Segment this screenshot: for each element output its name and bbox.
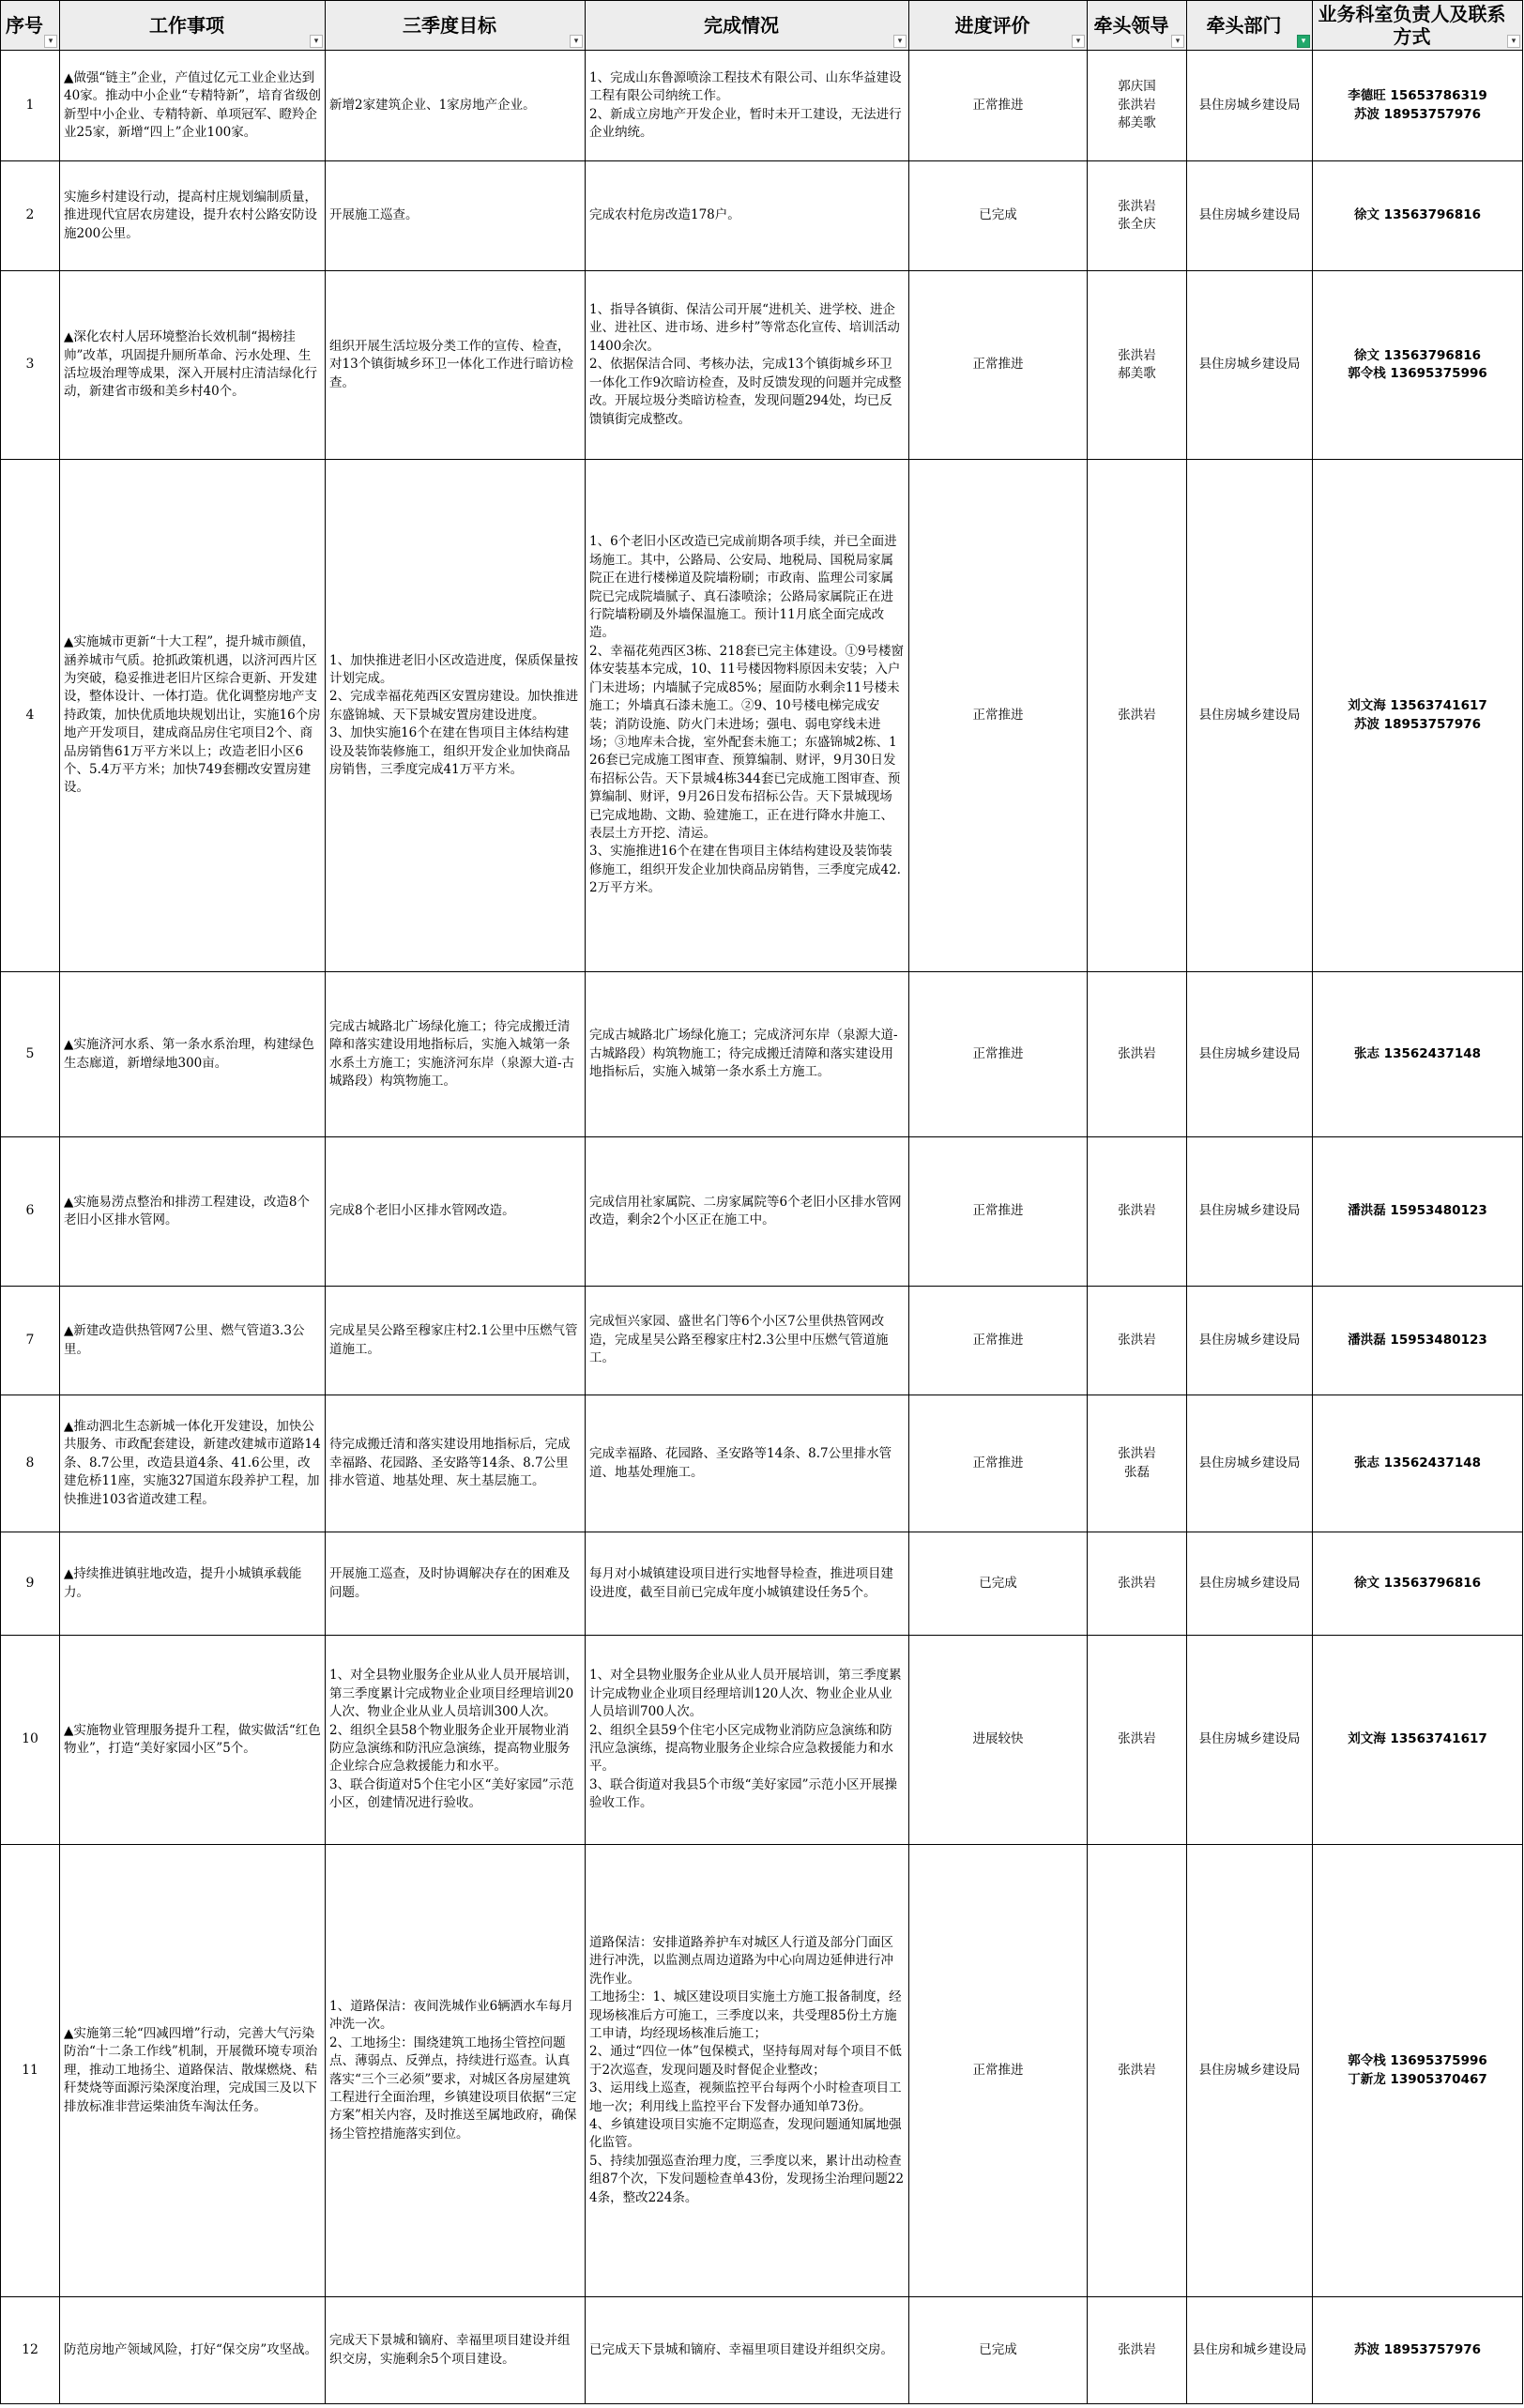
row-dept: 县住房城乡建设局 (1187, 972, 1313, 1137)
row-dept: 县住房城乡建设局 (1187, 460, 1313, 972)
table-body (1, 51, 1523, 2404)
row-contact: 苏波 18953757976 (1313, 2297, 1523, 2404)
row-eval: 正常推进 (909, 1395, 1088, 1532)
row-leader: 张洪岩 张磊 (1088, 1395, 1187, 1532)
row-leader: 张洪岩 (1088, 972, 1187, 1137)
row-eval: 正常推进 (909, 460, 1088, 972)
row-eval: 正常推进 (909, 1287, 1088, 1395)
row-contact: 徐文 13563796816 (1313, 161, 1523, 271)
row-leader: 张洪岩 (1088, 1532, 1187, 1636)
header-eval (909, 1, 1088, 51)
row-status: 完成信用社家属院、二房家属院等6个老旧小区排水管网改造，剩余2个小区正在施工中。 (586, 1137, 909, 1287)
table-row (1, 1532, 1523, 1636)
header-leader (1088, 1, 1187, 51)
row-status: 完成恒兴家园、盛世名门等6个小区7公里供热管网改造，完成星吴公路至穆家庄村2.3公里中压燃气管道施工。 (586, 1287, 909, 1395)
row-eval: 正常推进 (909, 1845, 1088, 2297)
row-target: 1、对全县物业服务企业从业人员开展培训，第三季度累计完成物业企业项目经理培训20人次、物业企业从业人员培训300人次。 2、组织全县58个物业服务企业开展物业消防应急演练和防汛应急演练，提高物业服务企业综合应急救援能力和水平。 3、联合街道对5个住宅小区“美好家园”示范小区，创建情况进行验收。 (326, 1636, 586, 1845)
row-task: ▲实施第三轮“四减四增”行动，完善大气污染防治“十二条工作线”机制，开展微环境专项治理，推动工地扬尘、道路保洁、散煤燃烧、秸秆焚烧等面源污染深度治理，完成国三及以下排放标准非营运柴油货车淘汰任务。 (60, 1845, 326, 2297)
row-leader: 郭庆国 张洪岩 郝美歌 (1088, 51, 1187, 161)
row-leader: 张洪岩 (1088, 1845, 1187, 2297)
row-eval: 已完成 (909, 2297, 1088, 2404)
filter-dropdown-icon[interactable]: ▾ (570, 35, 583, 48)
row-dept: 县住房城乡建设局 (1187, 1395, 1313, 1532)
row-contact: 张志 13562437148 (1313, 1395, 1523, 1532)
row-leader: 张洪岩 郝美歌 (1088, 271, 1187, 460)
row-task: ▲做强“链主”企业，产值过亿元工业企业达到40家。推动中小企业“专精特新”，培育省级创新型中小企业、专精特新、单项冠军、瞪羚企业25家，新增“四上”企业100家。 (60, 51, 326, 161)
row-task: ▲推动泗北生态新城一体化开发建设，加快公共服务、市政配套建设，新建改建城市道路14条、8.7公里，改造县道4条、41.6公里，改建危桥11座，实施327国道东段养护工程，加快推进103省道改建工程。 (60, 1395, 326, 1532)
row-status: 1、完成山东鲁源喷涂工程技术有限公司、山东华益建设工程有限公司纳统工作。 2、新成立房地产开发企业，暂时未开工建设，无法进行企业纳统。 (586, 51, 909, 161)
row-target: 新增2家建筑企业、1家房地产企业。 (326, 51, 586, 161)
row-task: 实施乡村建设行动，提高村庄规划编制质量，推进现代宜居农房建设，提升农村公路安防设施200公里。 (60, 161, 326, 271)
row-eval: 进展较快 (909, 1636, 1088, 1845)
row-target: 完成天下景城和镝府、幸福里项目建设并组织交房，实施剩余5个项目建设。 (326, 2297, 586, 2404)
row-leader: 张洪岩 张全庆 (1088, 161, 1187, 271)
row-dept: 县住房城乡建设局 (1187, 1287, 1313, 1395)
header-label: 业务科室负责人及联系方式 (1318, 3, 1506, 48)
filter-dropdown-icon[interactable]: ▾ (1072, 35, 1085, 48)
row-no: 10 (1, 1636, 60, 1845)
header-label: 完成情况 (704, 14, 779, 37)
row-contact: 潘洪磊 15953480123 (1313, 1137, 1523, 1287)
row-no: 8 (1, 1395, 60, 1532)
row-dept: 县住房城乡建设局 (1187, 271, 1313, 460)
header-label: 工作事项 (149, 14, 224, 37)
header-status (586, 1, 909, 51)
row-eval: 正常推进 (909, 972, 1088, 1137)
table-row (1, 1287, 1523, 1395)
table-row (1, 972, 1523, 1137)
row-contact: 徐文 13563796816 郭令栈 13695375996 (1313, 271, 1523, 460)
header-label: 三季度目标 (403, 14, 496, 37)
row-no: 6 (1, 1137, 60, 1287)
header-dept (1187, 1, 1313, 51)
filter-dropdown-icon[interactable]: ▾ (893, 35, 907, 48)
row-target: 开展施工巡查。 (326, 161, 586, 271)
row-no: 5 (1, 972, 60, 1137)
row-dept: 县住房城乡建设局 (1187, 1137, 1313, 1287)
row-target: 完成8个老旧小区排水管网改造。 (326, 1137, 586, 1287)
table-row (1, 271, 1523, 460)
filter-dropdown-icon[interactable]: ▾ (44, 35, 57, 48)
row-target: 完成星吴公路至穆家庄村2.1公里中压燃气管道施工。 (326, 1287, 586, 1395)
row-target: 待完成搬迁清和落实建设用地指标后，完成幸福路、花园路、圣安路等14条、8.7公里排水管道、地基处理、灰土基层施工。 (326, 1395, 586, 1532)
table-row (1, 1845, 1523, 2297)
row-eval: 正常推进 (909, 51, 1088, 161)
row-dept: 县住房城乡建设局 (1187, 1636, 1313, 1845)
header-target (326, 1, 586, 51)
row-dept: 县住房城乡建设局 (1187, 1845, 1313, 2297)
header-no (1, 1, 60, 51)
row-dept: 县住房城乡建设局 (1187, 161, 1313, 271)
row-task: ▲实施济河水系、第一条水系治理，构建绿色生态廊道，新增绿地300亩。 (60, 972, 326, 1137)
row-contact: 徐文 13563796816 (1313, 1532, 1523, 1636)
row-status: 每月对小城镇建设项目进行实地督导检查，推进项目建设进度，截至目前已完成年度小城镇建设任务5个。 (586, 1532, 909, 1636)
row-leader: 张洪岩 (1088, 460, 1187, 972)
table-row (1, 460, 1523, 972)
row-status: 完成古城路北广场绿化施工；完成济河东岸（泉源大道-古城路段）构筑物施工；待完成搬迁清障和落实建设用地指标后，实施入城第一条水系土方施工。 (586, 972, 909, 1137)
row-status: 道路保洁：安排道路养护车对城区人行道及部分门面区进行冲洗，以监测点周边道路为中心向周边延伸进行冲洗作业。 工地扬尘：1、城区建设项目实施土方施工报备制度，经现场核准后方可施工，三季度以来，共受理85份土方施工申请，均经现场核准后施工； 2、通过“四位一体”包保模式，坚持每周对每个项目不低于2次巡查，发现问题及时督促企业整改； 3、运用线上巡查，视频监控平台每两个小时检查项目工地一次；利用线上监控平台下发督办通知单73份。 4、乡镇建设项目实施不定期巡查，发现问题通知属地强化监管。 5、持续加强巡查治理力度，三季度以来，累计出动检查组87个次，下发问题检查单43份，发现扬尘治理问题224条，整改224条。 (586, 1845, 909, 2297)
row-eval: 已完成 (909, 161, 1088, 271)
row-task: ▲实施物业管理服务提升工程，做实做活“红色物业”，打造“美好家园小区”5个。 (60, 1636, 326, 1845)
row-task: ▲持续推进镇驻地改造，提升小城镇承载能力。 (60, 1532, 326, 1636)
row-task: 防范房地产领域风险，打好“保交房”攻坚战。 (60, 2297, 326, 2404)
row-target: 开展施工巡查，及时协调解决存在的困难及问题。 (326, 1532, 586, 1636)
row-no: 4 (1, 460, 60, 972)
filter-active-icon[interactable]: ▾ (1297, 35, 1310, 48)
row-no: 7 (1, 1287, 60, 1395)
row-dept: 县住房城乡建设局 (1187, 51, 1313, 161)
row-no: 12 (1, 2297, 60, 2404)
row-no: 11 (1, 1845, 60, 2297)
table-row (1, 2297, 1523, 2404)
row-task: ▲新建改造供热管网7公里、燃气管道3.3公里。 (60, 1287, 326, 1395)
row-target: 完成古城路北广场绿化施工；待完成搬迁清障和落实建设用地指标后，实施入城第一条水系土方施工；实施济河东岸（泉源大道-古城路段）构筑物施工。 (326, 972, 586, 1137)
row-contact: 郭令栈 13695375996 丁新龙 13905370467 (1313, 1845, 1523, 2297)
header-task (60, 1, 326, 51)
filter-dropdown-icon[interactable]: ▾ (1507, 35, 1520, 48)
table-row (1, 1137, 1523, 1287)
header-label: 序号 (6, 14, 43, 37)
row-leader: 张洪岩 (1088, 1636, 1187, 1845)
row-contact: 潘洪磊 15953480123 (1313, 1287, 1523, 1395)
row-dept: 县住房城乡建设局 (1187, 1532, 1313, 1636)
row-status: 1、6个老旧小区改造已完成前期各项手续，并已全面进场施工。其中，公路局、公安局、地税局、国税局家属院正在进行楼梯道及院墙粉刷；市政南、监理公司家属院已完成院墙腻子、真石漆喷涂；公路局家属院正在进行院墙粉刷及外墙保温施工。预计11月底全面完成改造。 2、幸福花苑西区3栋、218套已完主体建设。①9号楼窗体安装基本完成，10、11号楼因物料原因未安装；入户门未进场；内墙腻子完成85%；屋面防水剩余11号楼未施工；外墙真石漆未施工。②9、10号楼电梯完成安装；消防设施、防火门未进场；强电、弱电穿线未进场；③地库未合拢，室外配套未施工；东盛锦城2栋、126套已完成施工图审查、预算编制、财评，9月30日发布招标公告。天下景城4栋344套已完成施工图审查、预算编制、财评，9月26日发布招标公告。天下景城现场已完成地勘、文勘、验建施工，正在进行降水井施工、表层土方开挖、清运。 3、实施推进16个在建在售项目主体结构建设及装饰装修施工，组织开发企业加快商品房销售，三季度完成42.2万平方米。 (586, 460, 909, 972)
row-contact: 刘文海 13563741617 (1313, 1636, 1523, 1845)
row-eval: 正常推进 (909, 271, 1088, 460)
table-row (1, 1395, 1523, 1532)
filter-dropdown-icon[interactable]: ▾ (1171, 35, 1184, 48)
header-label: 进度评价 (954, 14, 1030, 37)
row-task: ▲实施易涝点整治和排涝工程建设，改造8个老旧小区排水管网。 (60, 1137, 326, 1287)
table-row (1, 51, 1523, 161)
row-status: 完成农村危房改造178户。 (586, 161, 909, 271)
row-contact: 张志 13562437148 (1313, 972, 1523, 1137)
row-leader: 张洪岩 (1088, 2297, 1187, 2404)
row-task: ▲实施城市更新“十大工程”，提升城市颜值，涵养城市气质。抢抓政策机遇，以济河西片区为突破，稳妥推进老旧片区综合更新、开发建设，整体设计、一体打造。优化调整房地产支持政策，加快优质地块规划出让，实施16个房地产开发项目，建成商品房住宅项目2个、商品房销售61万平方米以上；改造老旧小区6个、5.4万平方米；加快749套棚改安置房建设。 (60, 460, 326, 972)
table-row (1, 1636, 1523, 1845)
row-eval: 正常推进 (909, 1137, 1088, 1287)
header-row (1, 1, 1523, 51)
row-leader: 张洪岩 (1088, 1287, 1187, 1395)
table-header (1, 1, 1523, 51)
table-row (1, 161, 1523, 271)
row-target: 组织开展生活垃圾分类工作的宣传、检查，对13个镇街城乡环卫一体化工作进行暗访检查。 (326, 271, 586, 460)
row-no: 9 (1, 1532, 60, 1636)
header-label: 牵头部门 (1206, 14, 1282, 37)
row-leader: 张洪岩 (1088, 1137, 1187, 1287)
row-task: ▲深化农村人居环境整治长效机制“揭榜挂帅”改革，巩固提升厕所革命、污水处理、生活垃圾治理等成果，深入开展村庄清洁绿化行动，新建省市级和美乡村40个。 (60, 271, 326, 460)
header-contact (1313, 1, 1523, 51)
row-dept: 县住房和城乡建设局 (1187, 2297, 1313, 2404)
row-no: 1 (1, 51, 60, 161)
row-target: 1、道路保洁：夜间洗城作业6辆洒水车每月冲洗一次。 2、工地扬尘：围绕建筑工地扬尘管控问题点、薄弱点、反弹点，持续进行巡查。认真落实“三个三必须”要求，对城区各房屋建筑工程进行全面治理，乡镇建设项目依据“三定方案”相关内容，及时推送至属地政府，确保扬尘管控措施落实到位。 (326, 1845, 586, 2297)
row-status: 完成幸福路、花园路、圣安路等14条、8.7公里排水管道、地基处理施工。 (586, 1395, 909, 1532)
row-contact: 李德旺 15653786319 苏波 18953757976 (1313, 51, 1523, 161)
row-no: 3 (1, 271, 60, 460)
row-target: 1、加快推进老旧小区改造进度，保质保量按计划完成。 2、完成幸福花苑西区安置房建设。加快推进东盛锦城、天下景城安置房建设进度。 3、加快实施16个在建在售项目主体结构建设及装饰装修施工，组织开发企业加快商品房销售，三季度完成41万平方米。 (326, 460, 586, 972)
row-eval: 已完成 (909, 1532, 1088, 1636)
row-contact: 刘文海 13563741617 苏波 18953757976 (1313, 460, 1523, 972)
row-status: 1、指导各镇街、保洁公司开展“进机关、进学校、进企业、进社区、进市场、进乡村”等常态化宣传、培训活动1400余次。 2、依据保洁合同、考核办法，完成13个镇街城乡环卫一体化工作9次暗访检查，及时反馈发现的问题并完成整改。开展垃圾分类暗访检查，发现问题294处，均已反馈镇街完成整改。 (586, 271, 909, 460)
filter-dropdown-icon[interactable]: ▾ (310, 35, 323, 48)
header-label: 牵头领导 (1093, 14, 1169, 37)
row-status: 已完成天下景城和镝府、幸福里项目建设并组织交房。 (586, 2297, 909, 2404)
row-status: 1、对全县物业服务企业从业人员开展培训，第三季度累计完成物业企业项目经理培训120人次、物业企业从业人员培训700人次。 2、组织全县59个住宅小区完成物业消防应急演练和防汛应急演练，提高物业服务企业综合应急救援能力和水平。 3、联合街道对我县5个市级“美好家园”示范小区开展操验收工作。 (586, 1636, 909, 1845)
row-no: 2 (1, 161, 60, 271)
